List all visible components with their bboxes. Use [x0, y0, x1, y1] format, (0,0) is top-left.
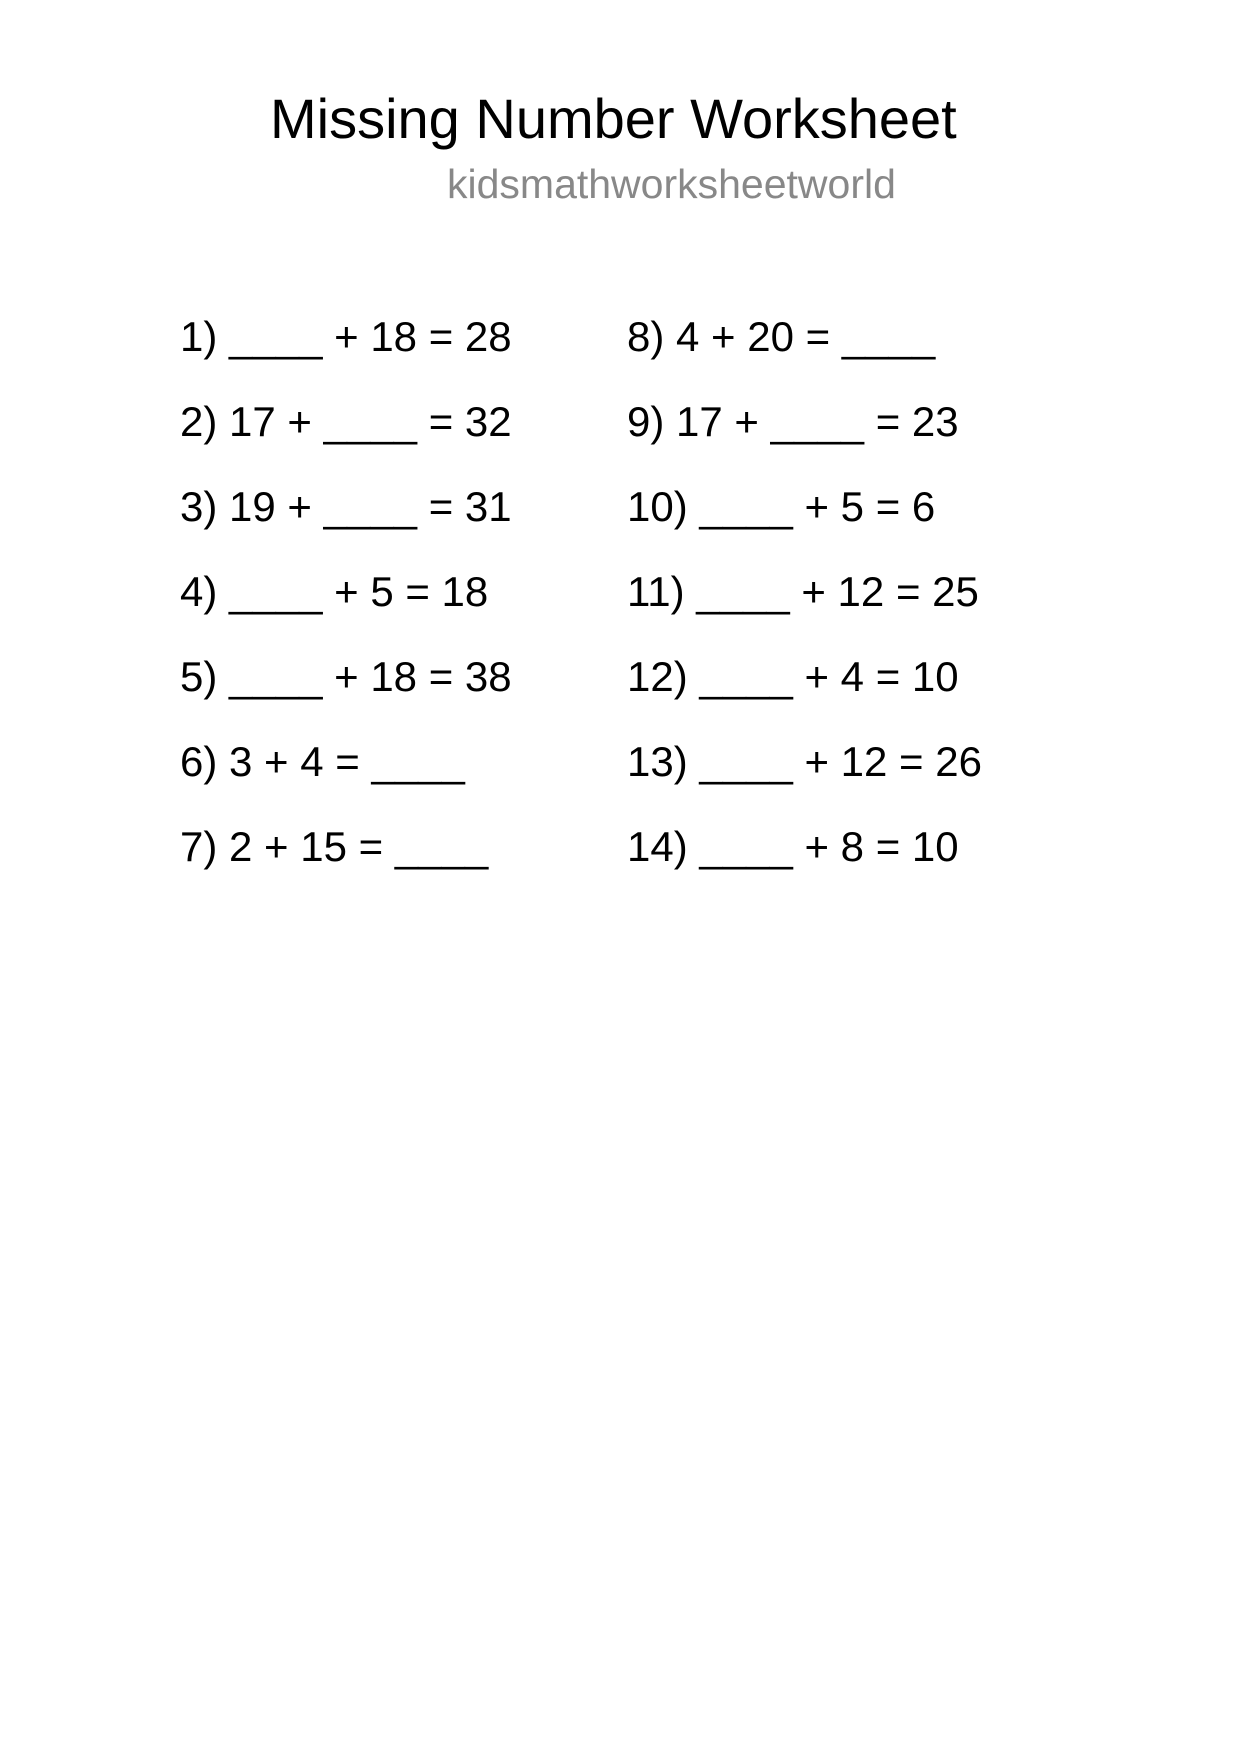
problem-4: 4) ____ + 5 = 18 [180, 568, 489, 615]
problem-3: 3) 19 + ____ = 31 [180, 483, 512, 530]
problem-12: 12) ____ + 4 = 10 [627, 653, 959, 700]
problems-left-column [180, 310, 512, 905]
worksheet-source: kidsmathworksheetworld [447, 161, 896, 207]
problem-14: 14) ____ + 8 = 10 [627, 823, 959, 870]
problem-13: 13) ____ + 12 = 26 [627, 738, 982, 785]
problem-11: 11) ____ + 12 = 25 [627, 568, 979, 615]
problem-5: 5) ____ + 18 = 38 [180, 653, 512, 700]
problem-2: 2) 17 + ____ = 32 [180, 398, 512, 445]
problem-8: 8) 4 + 20 = ____ [627, 313, 936, 360]
problem-1: 1) ____ + 18 = 28 [180, 313, 512, 360]
problem-6: 6) 3 + 4 = ____ [180, 738, 465, 785]
worksheet-title: Missing Number Worksheet [270, 87, 957, 150]
problem-10: 10) ____ + 5 = 6 [627, 483, 936, 530]
problems-right-column [627, 310, 982, 905]
problem-7: 7) 2 + 15 = ____ [180, 823, 489, 870]
problem-9: 9) 17 + ____ = 23 [627, 398, 959, 445]
